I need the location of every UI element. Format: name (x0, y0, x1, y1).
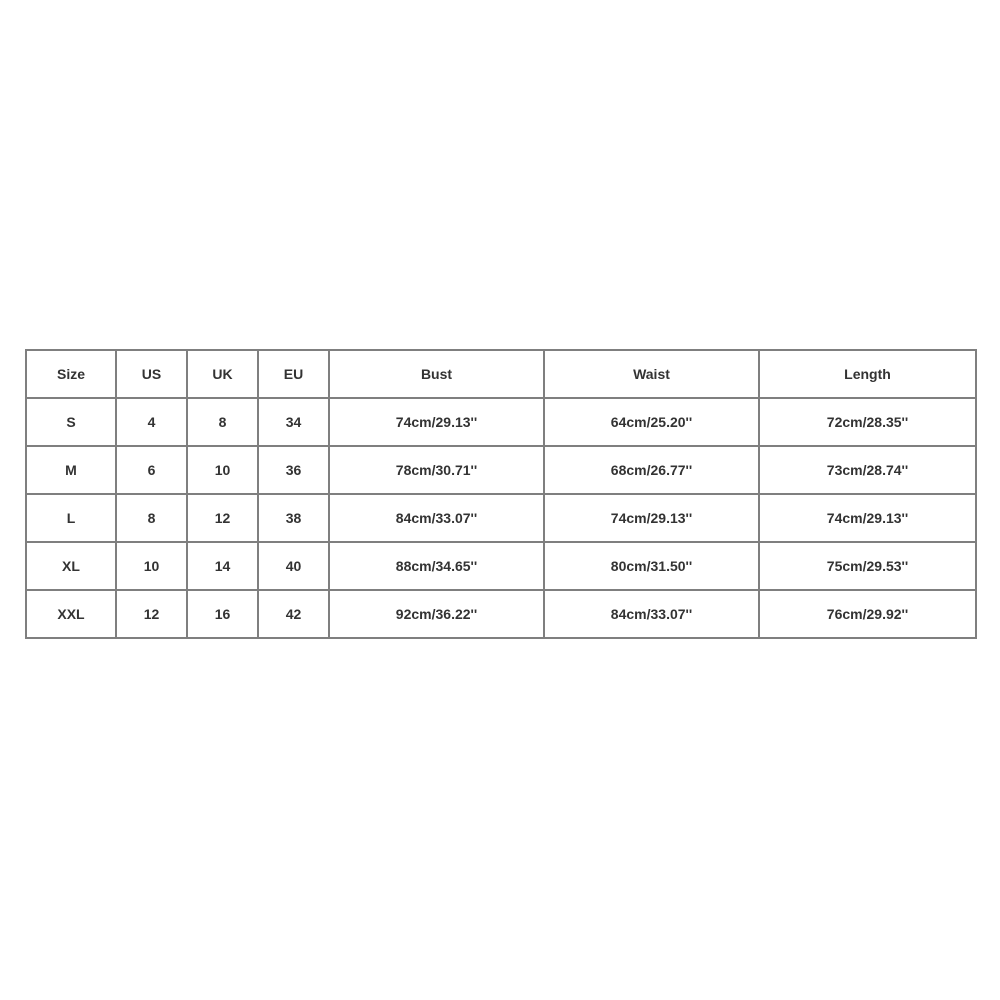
cell-waist: 68cm/26.77'' (544, 446, 759, 494)
table-row (26, 494, 976, 542)
cell-uk: 14 (187, 542, 258, 590)
table-row (26, 590, 976, 638)
cell-bust: 92cm/36.22'' (329, 590, 544, 638)
header-us: US (116, 350, 187, 398)
header-uk: UK (187, 350, 258, 398)
table-row (26, 398, 976, 446)
cell-size: L (26, 494, 116, 542)
cell-us: 8 (116, 494, 187, 542)
cell-us: 12 (116, 590, 187, 638)
cell-length: 74cm/29.13'' (759, 494, 976, 542)
cell-waist: 74cm/29.13'' (544, 494, 759, 542)
cell-size: M (26, 446, 116, 494)
cell-eu: 38 (258, 494, 329, 542)
cell-length: 73cm/28.74'' (759, 446, 976, 494)
cell-length: 72cm/28.35'' (759, 398, 976, 446)
cell-bust: 88cm/34.65'' (329, 542, 544, 590)
cell-eu: 40 (258, 542, 329, 590)
size-chart-table (25, 349, 977, 639)
cell-waist: 64cm/25.20'' (544, 398, 759, 446)
cell-uk: 10 (187, 446, 258, 494)
table-row (26, 446, 976, 494)
cell-us: 10 (116, 542, 187, 590)
cell-uk: 16 (187, 590, 258, 638)
cell-uk: 8 (187, 398, 258, 446)
header-bust: Bust (329, 350, 544, 398)
header-waist: Waist (544, 350, 759, 398)
cell-waist: 84cm/33.07'' (544, 590, 759, 638)
cell-length: 76cm/29.92'' (759, 590, 976, 638)
cell-us: 4 (116, 398, 187, 446)
table-row (26, 542, 976, 590)
header-size: Size (26, 350, 116, 398)
cell-bust: 74cm/29.13'' (329, 398, 544, 446)
cell-eu: 42 (258, 590, 329, 638)
cell-eu: 36 (258, 446, 329, 494)
cell-eu: 34 (258, 398, 329, 446)
cell-bust: 84cm/33.07'' (329, 494, 544, 542)
cell-size: XL (26, 542, 116, 590)
cell-uk: 12 (187, 494, 258, 542)
size-chart-header (26, 350, 976, 398)
header-row (26, 350, 976, 398)
cell-us: 6 (116, 446, 187, 494)
cell-waist: 80cm/31.50'' (544, 542, 759, 590)
cell-bust: 78cm/30.71'' (329, 446, 544, 494)
size-chart-body (26, 398, 976, 638)
cell-size: XXL (26, 590, 116, 638)
header-length: Length (759, 350, 976, 398)
header-eu: EU (258, 350, 329, 398)
cell-size: S (26, 398, 116, 446)
cell-length: 75cm/29.53'' (759, 542, 976, 590)
